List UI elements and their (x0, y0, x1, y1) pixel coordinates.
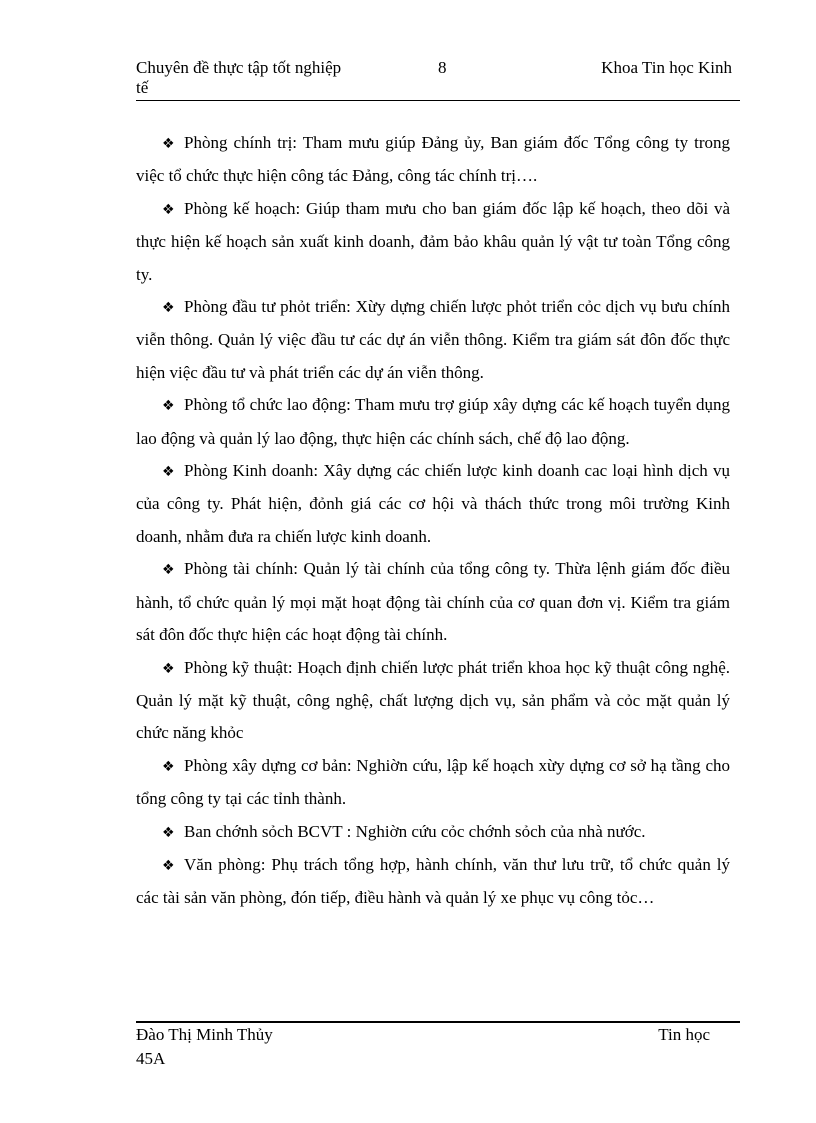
paragraph (136, 291, 730, 389)
header-faculty-continuation: tế (136, 78, 149, 97)
paragraph (136, 652, 730, 750)
paragraph (136, 127, 730, 193)
diamond-bullet-icon: ❖ (162, 824, 175, 841)
diamond-bullet-icon: ❖ (162, 300, 175, 317)
paragraph (136, 849, 730, 915)
diamond-bullet-icon: ❖ (162, 136, 175, 152)
paragraph (136, 750, 730, 816)
header-divider (136, 100, 740, 101)
paragraph-text: Phòng tài chính: Quản lý tài chính của tổng công ty. Thừa lệnh giám đốc điều hành, tổ chức quản lý mọi mặt hoạt động tài chính của cơ quan đơn vị. Kiểm tra giám sát đôn đốc thực hiện các hoạt động tài chính. (136, 559, 730, 645)
paragraph-text: Phòng đầu tư phỏt triển: Xừy dựng chiến lược phỏt triển cỏc dịch vụ bưu chính viễn thông. Quản lý việc đầu tư các dự án viễn thông. Kiểm tra giám sát đôn đốc thực hiện việc đầu tư và phát triển các dự án viễn thông. (136, 297, 730, 382)
paragraph (136, 455, 730, 553)
header-row (136, 58, 740, 78)
footer-department: Tin học (658, 1025, 710, 1044)
diamond-bullet-icon: ❖ (162, 201, 175, 218)
page-number: 8 (438, 58, 447, 77)
diamond-bullet-icon: ❖ (162, 758, 175, 775)
diamond-bullet-icon: ❖ (162, 464, 175, 481)
paragraph-text: Phòng kỹ thuật: Hoạch định chiến lược phát triển khoa học kỹ thuật công nghệ. Quản lý mặt kỹ thuật, công nghệ, chất lượng dịch vụ, sản phẩm và cỏc mặt quản lý chức năng khỏc (136, 657, 730, 743)
header-faculty: Khoa Tin học Kinh (601, 58, 732, 77)
diamond-bullet-icon: ❖ (162, 857, 175, 874)
paragraph-text: Ban chớnh sỏch BCVT : Nghiờn cứu cỏc chớnh sỏch của nhà nước. (184, 821, 646, 841)
paragraph (136, 553, 730, 651)
paragraph-text: Văn phòng: Phụ trách tổng hợp, hành chính, văn thư lưu trữ, tổ chức quản lý các tài sản văn phòng, đón tiếp, điều hành và quản lý xe phục vụ công tỏc… (136, 854, 730, 908)
paragraph-text: Phòng chính trị: Tham mưu giúp Đảng ủy, Ban giám đốc Tổng công ty trong việc tổ chức thực hiện công tác Đảng, công tác chính trị…. (136, 133, 730, 186)
document-body (136, 127, 730, 915)
footer-author: Đào Thị Minh Thủy (136, 1025, 273, 1044)
diamond-bullet-icon: ❖ (162, 562, 175, 579)
page-header (136, 58, 740, 98)
paragraph-text: Phòng xây dựng cơ bản: Nghiờn cứu, lập kế hoạch xừy dựng cơ sở hạ tầng cho tổng công ty tại các tỉnh thành. (136, 755, 730, 809)
header-document-title: Chuyên đề thực tập tốt nghiệp (136, 58, 342, 77)
paragraph-text: Phòng Kinh doanh: Xây dựng các chiến lược kinh doanh cac loại hình dịch vụ của công ty. Phát hiện, đỏnh giá các cơ hội và thách thức trong môi trường Kinh doanh, nhằm đưa ra chiến lược kinh doanh. (136, 461, 730, 546)
diamond-bullet-icon: ❖ (162, 398, 175, 415)
paragraph (136, 389, 730, 455)
paragraph (136, 816, 730, 849)
paragraph (136, 193, 730, 291)
paragraph-text: Phòng kế hoạch: Giúp tham mưu cho ban giám đốc lập kế hoạch, theo dõi và thực hiện kế hoạch sản xuất kinh doanh, đảm bảo khâu quản lý vật tư toàn Tổng công ty. (136, 198, 730, 284)
diamond-bullet-icon: ❖ (162, 660, 175, 677)
paragraph-text: Phòng tổ chức lao động: Tham mưu trợ giúp xây dựng các kế hoạch tuyển dụng lao động và quản lý lao động, thực hiện các chính sách, chế độ lao động. (136, 395, 730, 448)
footer-class: 45A (136, 1049, 166, 1068)
